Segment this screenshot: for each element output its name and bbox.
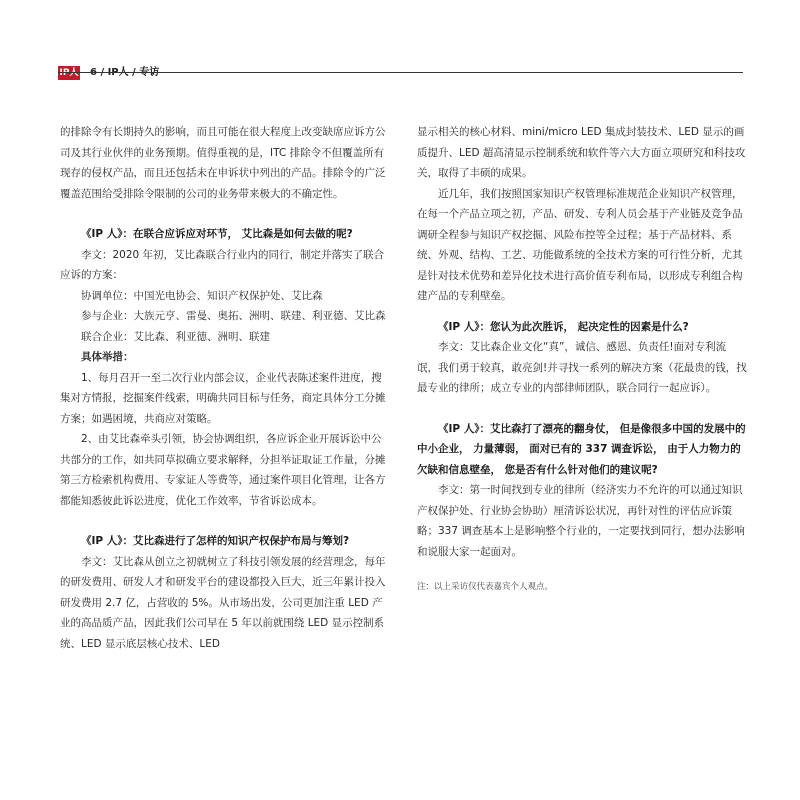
- page-header: [0, 0, 800, 90]
- question: 《IP 人》：您认为此次胜诉， 起决定性的因素是什么?: [438, 320, 689, 333]
- right-column: [417, 122, 747, 594]
- measure-item: 1、每月召开一至二次行业内部会议，企业代表陈述案件进度，搜集对方情报，挖掘案件线索，明确共同目标与任务，商定具体分工分摊方案；如遇困境，共商应对策略。: [60, 371, 386, 425]
- paragraph: 显示相关的核心材料、mini/micro LED 集成封装技术、LED 显示的画质提升、LED 超高清显示控制系统和软件等六大方面立项研究和科技攻关，取得了丰硕的成果。: [417, 126, 746, 179]
- header-divider: [58, 72, 743, 73]
- footnote: 注：以上采访仅代表嘉宾个人观点。: [417, 582, 554, 592]
- left-column: [60, 122, 390, 654]
- section-title: 6 / IP人 / 专访: [90, 67, 160, 78]
- paragraph: 近几年，我们按照国家知识产权管理标准规范企业知识产权管理，在每一个产品立项之初，产品、研发、专利人员会基于产业链及竞争品调研全程参与知识产权挖掘、风险布控等全过程；基于产品材料、系统、外观、结构、工艺、功能做系统的全技术方案的可行性分析，尤其是针对技术优势和差异化技术进行高价值专利布局，以形成专利组合构建产品的专利壁垒。: [417, 187, 743, 302]
- answer: 李文：2020 年初，艾比森联合行业内的同行，制定并落实了联合应诉的方案：: [60, 248, 385, 281]
- measures-title: 具体举措：: [81, 351, 134, 363]
- answer: 李文：艾比森企业文化“真”，诚信、感恩、负责任!面对专利流氓，我们勇于较真，敢亮剑!并寻找一系列的解决方案（花最贵的钱，找最专业的律所；成立专业的内部律师团队，联合同行一起应诉）。: [417, 341, 747, 394]
- question: 《IP 人》：艾比森进行了怎样的知识产权保护布局与筹划?: [81, 535, 350, 547]
- answer: 李文：艾比森从创立之初就树立了科技引领发展的经营理念，每年的研发费用、研发人才和研发平台的建设都投入巨大，近三年累计投入研发费用 2.7 亿，占营收的 5%。从市场出发，公司更加注重 LED 产业的高品质产品，因此我们公司早在 5 年以前就围绕 LED 显示控制系统、LED 显示底层核心技术、LED: [60, 555, 386, 650]
- measure-item: 2、由艾比森牵头引领，协会协调组织，各应诉企业开展诉讼中公共部分的工作，如共同草拟确立要求解释，分担举证取证工作量，分摊第三方检索机构费用、专家证人等费等，通过案件项目化管理，让各方都能知悉彼此诉讼进度，优化工作效率，节省诉讼成本。: [60, 433, 386, 507]
- ip-ren-logo: IP人: [59, 68, 79, 78]
- participant-companies: 参与企业：大族元亨、雷曼、奥拓、洲明、联建、利亚德、艾比森: [81, 310, 386, 322]
- paragraph: 的排除令有长期持久的影响，而且可能在很大程度上改变缺席应诉方公司及其行业伙伴的业务预期。值得重视的是，ITC 排除令不但覆盖所有现存的侵权产品，而且还包括未在申诉状中列出的产品。排除令的广泛覆盖范围给受排除令限制的公司的业务带来极大的不确定性。: [60, 126, 386, 200]
- joint-companies: 联合企业：艾比森、利亚德、洲明、联建: [81, 330, 270, 343]
- question: 《IP 人》：在联合应诉应对环节， 艾比森是如何去做的呢?: [81, 228, 353, 240]
- coordination-units: 协调单位：中国光电协会、知识产权保护处、艾比森: [81, 289, 323, 302]
- question: 《IP 人》：艾比森打了漂亮的翻身仗， 但是像很多中国的发展中的中小企业， 力量薄弱， 面对已有的 337 调查诉讼， 由于人力物力的欠缺和信息壁垒， 您是否有什么针对他们的建议呢?: [417, 422, 746, 476]
- answer: 李文：第一时间找到专业的律所（经济实力不允许的可以通过知识产权保护处、行业协会协助）厘清诉讼状况，再针对性的评估应诉策略；337 调查基本上是影响整个行业的，一定要找到同行，想办法影响和说服大家一起面对。: [417, 484, 745, 558]
